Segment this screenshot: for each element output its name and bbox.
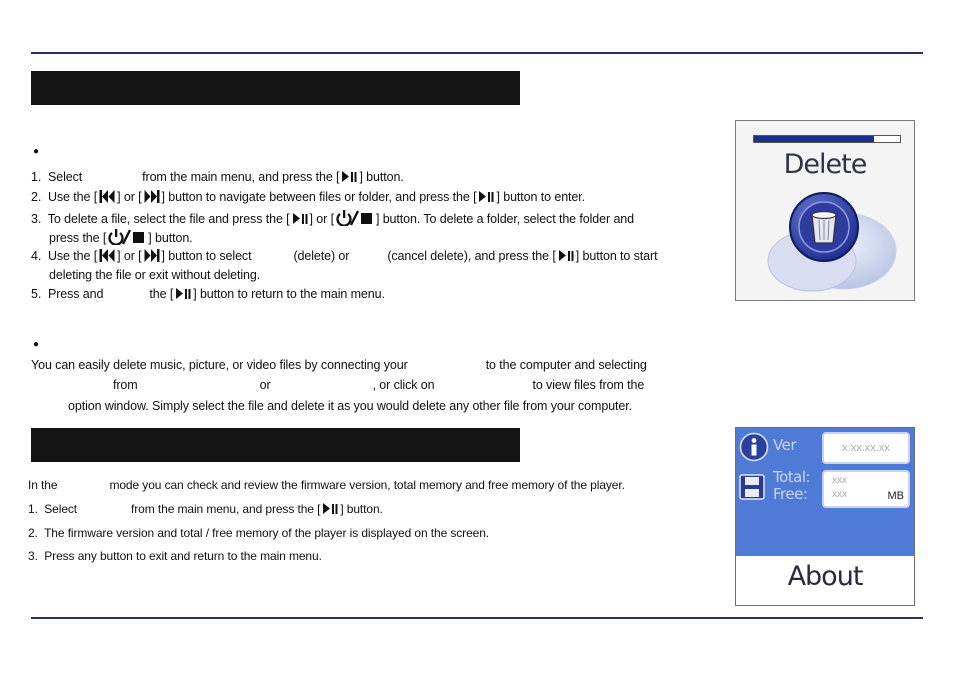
about-screen-title: About bbox=[787, 561, 863, 592]
bottom-rule bbox=[31, 617, 923, 619]
free-value: xxx bbox=[832, 489, 847, 500]
power-stop-icon bbox=[108, 229, 146, 245]
delete-screen-title: Delete bbox=[783, 149, 867, 180]
pc-delete-line-2: from or , or click on to view files from the bbox=[113, 378, 645, 392]
delete-screen bbox=[735, 120, 915, 301]
top-rule bbox=[31, 52, 923, 54]
play-pause-icon bbox=[341, 171, 357, 182]
bullet-icon: ● bbox=[33, 339, 40, 350]
about-step-3: 3. Press any button to exit and return to the main menu. bbox=[28, 549, 322, 563]
delete-section-header-bar bbox=[31, 71, 520, 105]
about-section-header-bar bbox=[31, 428, 520, 462]
pc-delete-line-1: You can easily delete music, picture, or video files by connecting your to the computer and selecting bbox=[31, 358, 647, 372]
memory-values bbox=[822, 470, 910, 508]
progress-fill bbox=[754, 136, 874, 142]
memory-unit: MB bbox=[887, 490, 904, 502]
next-icon bbox=[144, 249, 160, 262]
play-pause-icon bbox=[292, 213, 308, 224]
play-pause-icon bbox=[478, 191, 494, 202]
about-step-1: 1. Select from the main menu, and press the [ ] button. bbox=[28, 502, 383, 516]
delete-step-1: 1. Select from the main menu, and press the [ ] button. bbox=[31, 170, 404, 184]
delete-step-5: 5. Press and the [ ] button to return to the main menu. bbox=[31, 287, 385, 301]
delete-step-2: 2. Use the [ ] or [ ] button to navigate between files or folder, and press the [ ] button to enter. bbox=[31, 190, 586, 204]
delete-step-3-cont: press the [ ] button. bbox=[49, 231, 193, 245]
play-pause-icon bbox=[558, 250, 574, 261]
version-value: x.xx.xx.xx bbox=[822, 432, 910, 464]
total-label: Total: bbox=[773, 468, 811, 486]
total-value: xxx bbox=[832, 475, 847, 486]
about-intro: In the mode you can check and review the firmware version, total memory and free memory of the player. bbox=[28, 478, 625, 492]
trash-icon bbox=[736, 183, 915, 301]
delete-step-4: 4. Use the [ ] or [ ] button to select (delete) or (cancel delete), and press the [ ] button to start bbox=[31, 249, 658, 263]
prev-icon bbox=[99, 190, 115, 203]
delete-step-4-cont: deleting the file or exit without deleting. bbox=[49, 268, 261, 282]
play-pause-icon bbox=[175, 288, 191, 299]
about-screen bbox=[735, 427, 915, 606]
pc-delete-line-3: option window. Simply select the file and delete it as you would delete any other file from your computer. bbox=[68, 399, 633, 413]
info-icon bbox=[739, 432, 769, 462]
ver-label: Ver bbox=[773, 436, 796, 454]
prev-icon bbox=[99, 249, 115, 262]
free-label: Free: bbox=[773, 485, 808, 503]
delete-step-3: 3. To delete a file, select the file and press the [ ] or [ ] button. To delete a folder, select the folder and bbox=[31, 212, 635, 226]
power-stop-icon bbox=[336, 210, 374, 226]
progress-bar bbox=[753, 135, 901, 143]
play-pause-icon bbox=[322, 503, 338, 514]
about-step-2: 2. The firmware version and total / free memory of the player is displayed on the screen. bbox=[28, 526, 490, 540]
disk-icon bbox=[739, 474, 765, 500]
bullet-icon: ● bbox=[33, 146, 40, 157]
next-icon bbox=[144, 190, 160, 203]
